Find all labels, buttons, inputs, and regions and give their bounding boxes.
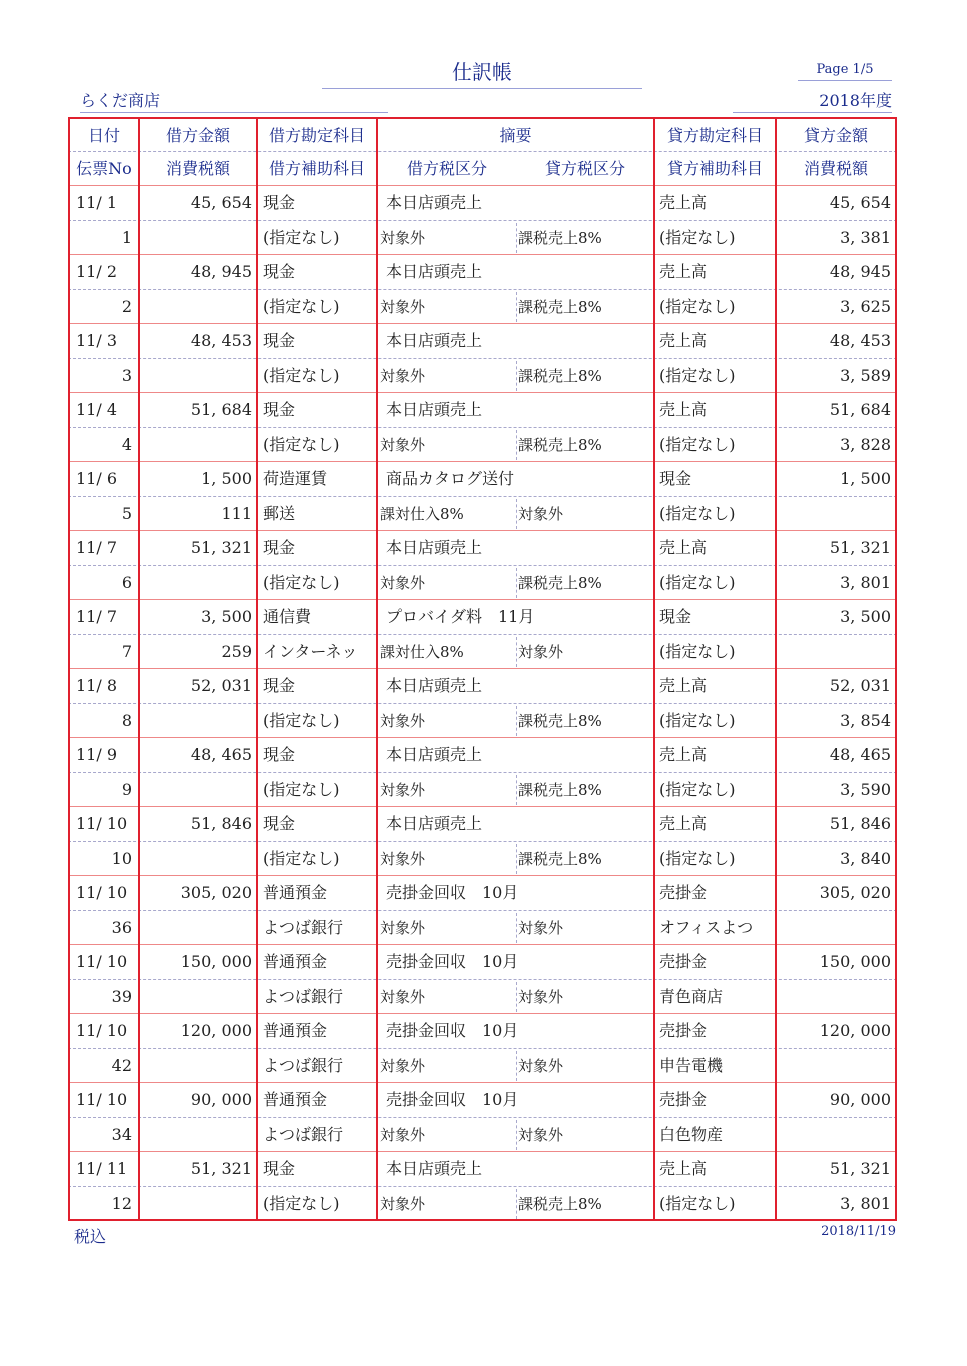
entry-description: 本日店頭売上 — [386, 745, 483, 764]
column-divider — [138, 117, 140, 1221]
entry-date: 11/ 10 — [76, 1021, 128, 1040]
debit-account: 現金 — [263, 193, 296, 212]
entry-description: 本日店頭売上 — [386, 331, 483, 350]
entry-date: 11/ 7 — [76, 607, 118, 626]
credit-tax-class: 対象外 — [518, 504, 564, 523]
debit-sub-account: よつば銀行 — [263, 917, 344, 937]
credit-sub-account: (指定なし) — [659, 296, 736, 316]
credit-amount: 3, 500 — [840, 607, 891, 626]
debit-sub-account: よつば銀行 — [263, 986, 344, 1006]
credit-tax-amount: 3, 801 — [840, 572, 891, 592]
entry-description: 本日店頭売上 — [386, 814, 483, 833]
debit-amount: 1, 500 — [201, 469, 252, 488]
voucher-number: 3 — [121, 365, 132, 385]
col-credit-tax-header: 消費税額 — [803, 159, 868, 178]
column-divider — [775, 117, 777, 1221]
credit-tax-class: 課税売上8% — [518, 711, 602, 730]
debit-tax-class: 対象外 — [380, 1125, 426, 1144]
credit-account: 売上高 — [659, 262, 708, 281]
credit-tax-class: 課税売上8% — [518, 780, 602, 799]
col-description-header: 摘要 — [499, 126, 532, 145]
page-number: Page 1/5 — [798, 62, 892, 81]
credit-tax-class: 課税売上8% — [518, 297, 602, 316]
credit-tax-class: 課税売上8% — [518, 435, 602, 454]
credit-sub-account: (指定なし) — [659, 434, 736, 454]
credit-sub-account: 白色物産 — [659, 1124, 724, 1144]
credit-amount: 48, 465 — [829, 745, 891, 764]
entry-description: プロバイダ料 11月 — [386, 607, 535, 626]
debit-amount: 48, 945 — [190, 262, 252, 281]
credit-tax-class: 課税売上8% — [518, 849, 602, 868]
debit-tax-class: 課対仕入8% — [380, 642, 464, 661]
debit-sub-account: (指定なし) — [263, 365, 340, 385]
debit-tax-class: 課対仕入8% — [380, 504, 464, 523]
entry-date: 11/ 1 — [76, 193, 118, 212]
col-credit-account-header: 貸方勘定科目 — [666, 126, 763, 145]
debit-tax-class: 対象外 — [380, 366, 426, 385]
debit-tax-class: 対象外 — [380, 849, 426, 868]
debit-tax-class: 対象外 — [380, 228, 426, 247]
debit-sub-account: (指定なし) — [263, 848, 340, 868]
debit-account: 普通預金 — [263, 883, 328, 902]
debit-account: 普通預金 — [263, 1021, 328, 1040]
credit-amount: 51, 684 — [829, 400, 891, 419]
entry-date: 11/ 7 — [76, 538, 118, 557]
credit-account: 売上高 — [659, 331, 708, 350]
debit-tax-class: 対象外 — [380, 573, 426, 592]
debit-tax-class: 対象外 — [380, 918, 426, 937]
col-debit-account-header: 借方勘定科目 — [268, 126, 365, 145]
credit-sub-account: (指定なし) — [659, 641, 736, 661]
debit-amount: 51, 846 — [190, 814, 252, 833]
credit-account: 売上高 — [659, 676, 708, 695]
credit-account: 売上高 — [659, 193, 708, 212]
col-debit-tax-class-header: 借方税区分 — [406, 159, 487, 178]
voucher-number: 36 — [111, 917, 132, 937]
entry-description: 売掛金回収 10月 — [386, 952, 519, 971]
entry-description: 本日店頭売上 — [386, 538, 483, 557]
entry-description: 本日店頭売上 — [386, 193, 483, 212]
credit-tax-amount: 3, 625 — [840, 296, 891, 316]
credit-account: 現金 — [659, 607, 692, 626]
print-date: 2018/11/19 — [821, 1224, 896, 1239]
credit-sub-account: (指定なし) — [659, 572, 736, 592]
voucher-number: 42 — [111, 1055, 132, 1075]
credit-amount: 52, 031 — [829, 676, 891, 695]
entry-date: 11/ 11 — [76, 1159, 128, 1178]
credit-tax-class: 課税売上8% — [518, 573, 602, 592]
debit-account: 現金 — [263, 400, 296, 419]
col-credit-sub-header: 貸方補助科目 — [666, 159, 763, 178]
credit-amount: 48, 453 — [829, 331, 891, 350]
credit-sub-account: (指定なし) — [659, 503, 736, 523]
debit-sub-account: 郵送 — [263, 503, 296, 523]
debit-sub-account: よつば銀行 — [263, 1055, 344, 1075]
credit-tax-class: 対象外 — [518, 987, 564, 1006]
credit-tax-class: 課税売上8% — [518, 1194, 602, 1213]
voucher-number: 10 — [111, 848, 132, 868]
credit-tax-class: 課税売上8% — [518, 366, 602, 385]
debit-amount: 51, 321 — [190, 538, 252, 557]
col-credit-amount-header: 貸方金額 — [803, 126, 868, 145]
col-debit-tax-header: 消費税額 — [165, 159, 230, 178]
entry-date: 11/ 2 — [76, 262, 118, 281]
entry-date: 11/ 4 — [76, 400, 118, 419]
debit-sub-account: (指定なし) — [263, 710, 340, 730]
credit-tax-amount: 3, 840 — [840, 848, 891, 868]
entry-date: 11/ 9 — [76, 745, 118, 764]
debit-amount: 48, 465 — [190, 745, 252, 764]
debit-sub-account: よつば銀行 — [263, 1124, 344, 1144]
entry-date: 11/ 10 — [76, 883, 128, 902]
voucher-number: 4 — [121, 434, 132, 454]
credit-tax-class: 対象外 — [518, 918, 564, 937]
debit-amount: 90, 000 — [190, 1090, 252, 1109]
debit-amount: 51, 684 — [190, 400, 252, 419]
credit-sub-account: オフィスよつ — [659, 917, 754, 937]
debit-sub-account: (指定なし) — [263, 572, 340, 592]
debit-tax-class: 対象外 — [380, 987, 426, 1006]
debit-account: 現金 — [263, 814, 296, 833]
debit-tax-class: 対象外 — [380, 435, 426, 454]
debit-account: 現金 — [263, 745, 296, 764]
debit-account: 普通預金 — [263, 952, 328, 971]
credit-account: 売掛金 — [659, 883, 708, 902]
debit-sub-account: (指定なし) — [263, 296, 340, 316]
debit-amount: 45, 654 — [190, 193, 252, 212]
debit-tax-class: 対象外 — [380, 711, 426, 730]
entry-date: 11/ 8 — [76, 676, 118, 695]
credit-sub-account: (指定なし) — [659, 227, 736, 247]
debit-sub-account: (指定なし) — [263, 1193, 340, 1213]
entry-date: 11/ 6 — [76, 469, 118, 488]
entry-date: 11/ 10 — [76, 814, 128, 833]
voucher-number: 2 — [121, 296, 132, 316]
credit-amount: 305, 020 — [819, 883, 891, 902]
column-divider — [653, 117, 655, 1221]
credit-sub-account: (指定なし) — [659, 365, 736, 385]
debit-amount: 3, 500 — [201, 607, 252, 626]
col-debit-sub-header: 借方補助科目 — [268, 159, 365, 178]
debit-account: 現金 — [263, 676, 296, 695]
debit-account: 現金 — [263, 1159, 296, 1178]
debit-account: 現金 — [263, 331, 296, 350]
credit-tax-amount: 3, 854 — [840, 710, 891, 730]
entry-description: 売掛金回収 10月 — [386, 1090, 519, 1109]
credit-amount: 1, 500 — [840, 469, 891, 488]
credit-amount: 48, 945 — [829, 262, 891, 281]
debit-tax-class: 対象外 — [380, 297, 426, 316]
credit-tax-class: 対象外 — [518, 642, 564, 661]
page-title: 仕訳帳 — [322, 56, 642, 89]
credit-sub-account: (指定なし) — [659, 710, 736, 730]
voucher-number: 6 — [121, 572, 132, 592]
credit-amount: 51, 846 — [829, 814, 891, 833]
credit-tax-class: 対象外 — [518, 1125, 564, 1144]
col-date-header: 日付 — [87, 126, 120, 145]
voucher-number: 5 — [121, 503, 132, 523]
debit-sub-account: (指定なし) — [263, 227, 340, 247]
voucher-number: 12 — [111, 1193, 132, 1213]
tax-mode-label: 税込 — [74, 1227, 107, 1246]
entry-description: 売掛金回収 10月 — [386, 1021, 519, 1040]
entry-description: 本日店頭売上 — [386, 262, 483, 281]
debit-account: 通信費 — [263, 607, 312, 626]
column-divider — [376, 117, 378, 1221]
debit-sub-account: (指定なし) — [263, 779, 340, 799]
entry-description: 本日店頭売上 — [386, 400, 483, 419]
entry-date: 11/ 3 — [76, 331, 118, 350]
fiscal-year: 2018年度 — [733, 88, 892, 113]
journal-ledger-table — [68, 117, 897, 1221]
credit-tax-class: 対象外 — [518, 1056, 564, 1075]
credit-account: 売掛金 — [659, 952, 708, 971]
credit-tax-amount: 3, 589 — [840, 365, 891, 385]
debit-tax-class: 対象外 — [380, 1056, 426, 1075]
debit-tax-class: 対象外 — [380, 1194, 426, 1213]
credit-tax-amount: 3, 801 — [840, 1193, 891, 1213]
company-name: らくだ商店 — [80, 88, 388, 113]
credit-account: 売上高 — [659, 400, 708, 419]
debit-sub-account: (指定なし) — [263, 434, 340, 454]
voucher-number: 34 — [111, 1124, 132, 1144]
debit-account: 普通預金 — [263, 1090, 328, 1109]
debit-amount: 52, 031 — [190, 676, 252, 695]
table-border — [68, 117, 897, 1221]
credit-sub-account: (指定なし) — [659, 779, 736, 799]
col-credit-tax-class-header: 貸方税区分 — [544, 159, 625, 178]
credit-account: 売上高 — [659, 538, 708, 557]
credit-tax-class: 課税売上8% — [518, 228, 602, 247]
debit-amount: 305, 020 — [180, 883, 252, 902]
entry-description: 本日店頭売上 — [386, 676, 483, 695]
debit-account: 荷造運賃 — [263, 469, 328, 488]
credit-account: 売掛金 — [659, 1021, 708, 1040]
credit-amount: 51, 321 — [829, 1159, 891, 1178]
debit-account: 現金 — [263, 538, 296, 557]
entry-date: 11/ 10 — [76, 1090, 128, 1109]
credit-sub-account: 青色商店 — [659, 986, 724, 1006]
credit-account: 売掛金 — [659, 1090, 708, 1109]
credit-account: 現金 — [659, 469, 692, 488]
voucher-number: 9 — [121, 779, 132, 799]
credit-amount: 90, 000 — [829, 1090, 891, 1109]
debit-tax-amount: 259 — [221, 641, 252, 661]
credit-account: 売上高 — [659, 814, 708, 833]
debit-account: 現金 — [263, 262, 296, 281]
debit-amount: 150, 000 — [180, 952, 252, 971]
credit-tax-amount: 3, 828 — [840, 434, 891, 454]
credit-amount: 45, 654 — [829, 193, 891, 212]
credit-account: 売上高 — [659, 745, 708, 764]
debit-sub-account: インターネッ — [263, 641, 358, 661]
credit-tax-amount: 3, 381 — [840, 227, 891, 247]
credit-sub-account: 申告電機 — [659, 1055, 724, 1075]
col-debit-amount-header: 借方金額 — [165, 126, 230, 145]
column-divider — [256, 117, 258, 1221]
debit-amount: 51, 321 — [190, 1159, 252, 1178]
credit-sub-account: (指定なし) — [659, 1193, 736, 1213]
entry-description: 商品カタログ送付 — [386, 469, 515, 488]
entry-description: 売掛金回収 10月 — [386, 883, 519, 902]
entry-description: 本日店頭売上 — [386, 1159, 483, 1178]
voucher-number: 1 — [121, 227, 132, 247]
credit-amount: 51, 321 — [829, 538, 891, 557]
credit-account: 売上高 — [659, 1159, 708, 1178]
debit-tax-class: 対象外 — [380, 780, 426, 799]
col-voucher-no-header: 伝票No — [76, 159, 132, 178]
voucher-number: 8 — [121, 710, 132, 730]
debit-amount: 120, 000 — [180, 1021, 252, 1040]
voucher-number: 39 — [111, 986, 132, 1006]
entry-date: 11/ 10 — [76, 952, 128, 971]
debit-amount: 48, 453 — [190, 331, 252, 350]
voucher-number: 7 — [121, 641, 132, 661]
credit-tax-amount: 3, 590 — [840, 779, 891, 799]
debit-tax-amount: 111 — [221, 503, 252, 523]
credit-amount: 150, 000 — [819, 952, 891, 971]
credit-amount: 120, 000 — [819, 1021, 891, 1040]
credit-sub-account: (指定なし) — [659, 848, 736, 868]
